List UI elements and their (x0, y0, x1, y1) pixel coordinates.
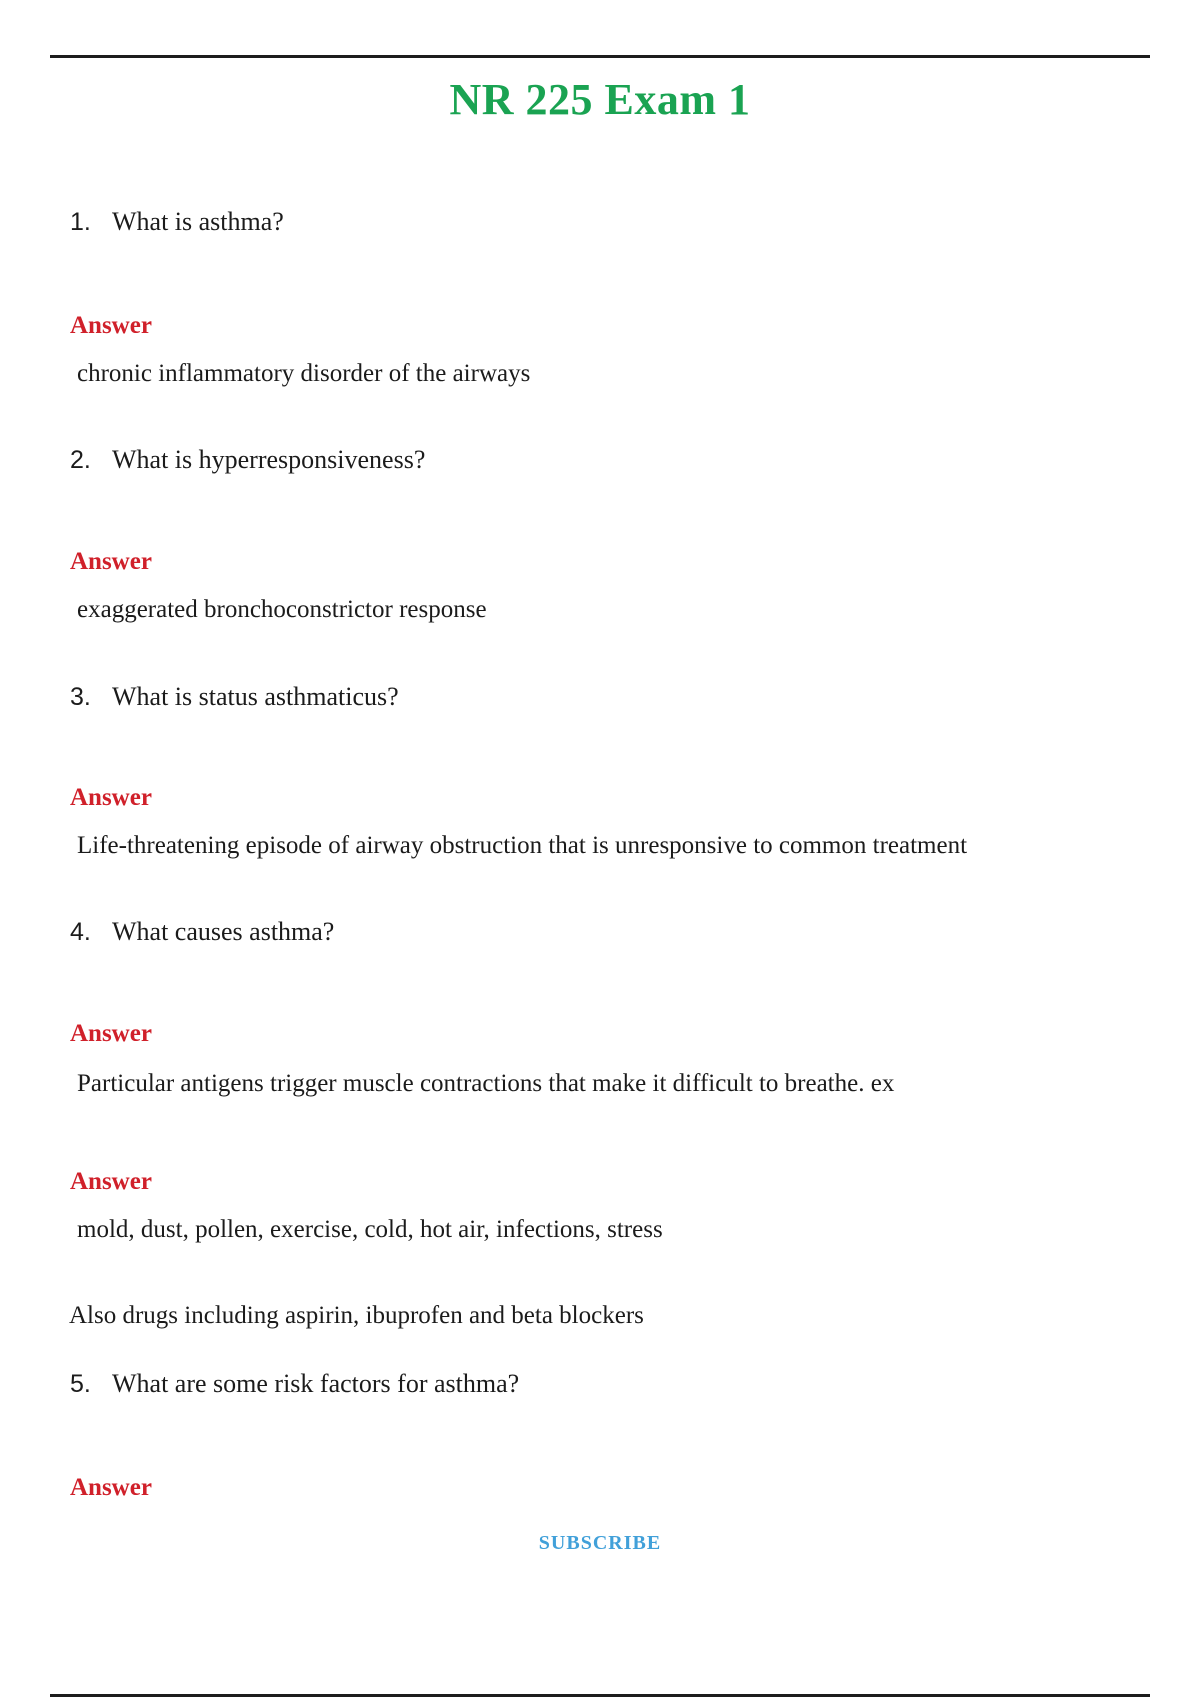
note-paragraph: Also drugs including aspirin, ibuprofen and beta blockers (69, 1302, 644, 1329)
answer-label-6: Answer (70, 1474, 152, 1501)
top-divider (50, 55, 1150, 58)
question-5-number: 5. (70, 1370, 91, 1398)
answer-label-1: Answer (70, 312, 152, 339)
question-2 (70, 444, 1140, 476)
question-4-number: 4. (70, 918, 91, 946)
answer-label-3: Answer (70, 784, 152, 811)
answer-label-5: Answer (70, 1168, 152, 1195)
question-2-text: What is hyperresponsiveness? (112, 445, 426, 474)
bottom-divider (50, 1694, 1150, 1697)
subscribe-link[interactable]: SUBSCRIBE (538, 1532, 662, 1554)
question-3 (70, 681, 1140, 713)
question-5 (70, 1368, 1140, 1400)
question-4 (70, 916, 1140, 948)
question-2-number: 2. (70, 446, 91, 474)
question-3-text: What is status asthmaticus? (112, 682, 399, 711)
answer-text-5: mold, dust, pollen, exercise, cold, hot air, infections, stress (77, 1216, 663, 1243)
question-1-number: 1. (70, 208, 91, 236)
answer-text-3: Life-threatening episode of airway obstruction that is unresponsive to common treatment (77, 832, 968, 859)
answer-text-1: chronic inflammatory disorder of the airways (77, 360, 531, 387)
question-5-text: What are some risk factors for asthma? (112, 1369, 520, 1398)
answer-label-2: Answer (70, 548, 152, 575)
question-1-text: What is asthma? (112, 207, 284, 236)
answer-label-4: Answer (70, 1020, 152, 1047)
question-1 (70, 206, 1140, 238)
question-4-text: What causes asthma? (112, 917, 335, 946)
question-3-number: 3. (70, 683, 91, 711)
page-title: NR 225 Exam 1 (449, 75, 751, 124)
answer-text-2: exaggerated bronchoconstrictor response (77, 596, 487, 623)
answer-text-4: Particular antigens trigger muscle contractions that make it difficult to breathe. ex (77, 1070, 895, 1097)
